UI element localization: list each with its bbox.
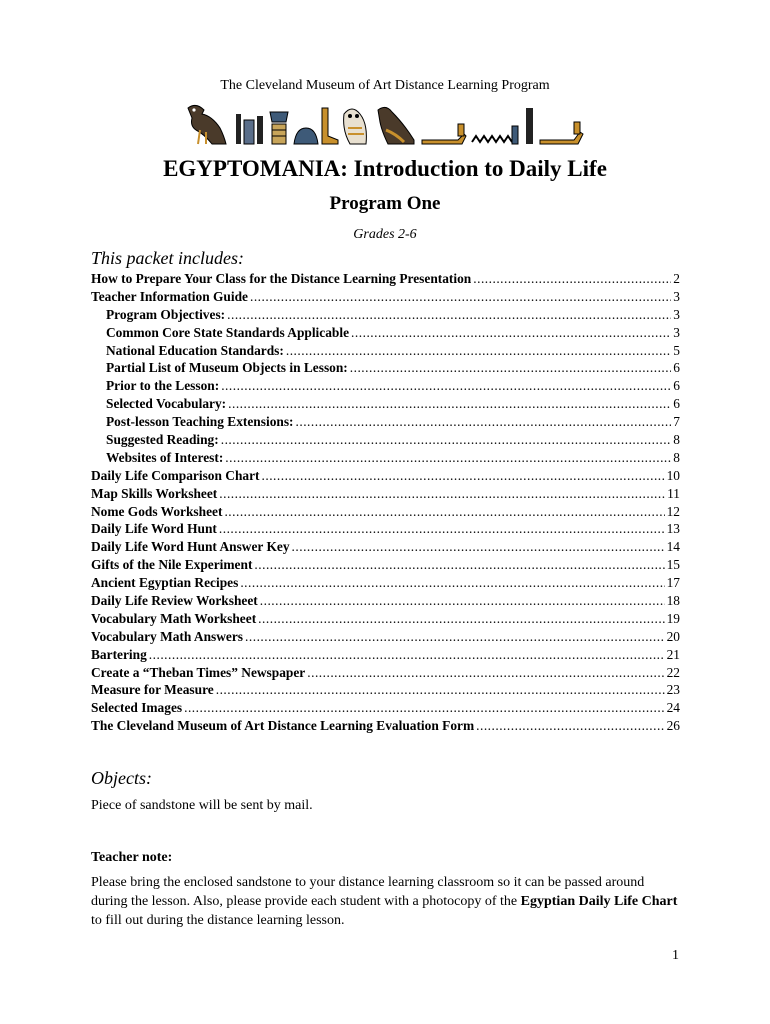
toc-item (91, 699, 680, 717)
toc-item-page: 22 (666, 664, 680, 680)
toc-dot-leader (254, 556, 664, 574)
toc-item-page: 19 (666, 610, 680, 626)
toc-dot-leader (307, 664, 664, 682)
toc-dot-leader (225, 449, 671, 467)
leg-glyph (322, 108, 338, 144)
toc-item-page: 3 (673, 306, 680, 322)
toc-dot-leader (219, 520, 665, 538)
toc-item (91, 342, 680, 360)
toc-item-label: Measure for Measure (91, 682, 214, 698)
toc-item-label: Daily Life Comparison Chart (91, 467, 260, 483)
objects-text: Piece of sandstone will be sent by mail. (91, 798, 313, 813)
loaf-glyph (294, 128, 318, 144)
toc-item (91, 324, 680, 342)
toc-dot-leader (260, 592, 665, 610)
toc-item-page: 5 (673, 342, 680, 358)
toc-dot-leader (228, 395, 671, 413)
toc-item-label: Program Objectives: (106, 306, 226, 322)
teacher-note-text (91, 873, 681, 930)
toc-item-page: 2 (673, 271, 680, 286)
toc-dot-leader (292, 538, 665, 556)
toc-item-page: 3 (673, 288, 680, 304)
toc-dot-leader (286, 342, 671, 360)
reed-glyph (236, 114, 263, 144)
toc-item-page: 8 (673, 449, 680, 465)
toc-item-label: Bartering (91, 646, 147, 662)
toc-item-page: 14 (666, 539, 680, 555)
toc-item (91, 717, 680, 735)
toc-item-label: Daily Life Word Hunt Answer Key (91, 539, 290, 555)
toc-item-label: National Education Standards: (106, 342, 284, 358)
toc-item-label: Daily Life Word Hunt (91, 521, 217, 537)
toc-item (91, 431, 680, 449)
toc-dot-leader (149, 646, 665, 664)
toc-item-label: Websites of Interest: (106, 449, 224, 465)
toc-item-page: 23 (666, 682, 680, 698)
toc-item-page: 20 (666, 628, 680, 644)
toc-item (91, 538, 680, 556)
toc-dot-leader (224, 503, 664, 521)
teacher-note-text-end: to fill out during the distance learning lesson. (91, 913, 345, 928)
toc-item-label: Gifts of the Nile Experiment (91, 557, 253, 573)
toc-item-page: 6 (673, 378, 680, 394)
program-subtitle: Program One (329, 193, 441, 214)
toc-dot-leader (221, 431, 672, 449)
stand-glyph (270, 112, 288, 144)
toc-item (91, 628, 680, 646)
toc-dot-leader (351, 324, 671, 342)
toc-item (91, 503, 680, 521)
toc-dot-leader (250, 288, 671, 306)
toc-dot-leader (216, 681, 665, 699)
toc-item-label: Ancient Egyptian Recipes (91, 575, 239, 591)
page-number: 1 (672, 948, 679, 963)
toc-item (91, 485, 680, 503)
toc-item (91, 288, 680, 306)
toc-item (91, 467, 680, 485)
toc-item-label: Vocabulary Math Worksheet (91, 610, 257, 626)
toc-item-label: Teacher Information Guide (91, 288, 248, 304)
toc-item-label: How to Prepare Your Class for the Distance Learning Presentation (91, 271, 472, 286)
toc-item-page: 10 (666, 467, 680, 483)
arm-glyph-2 (540, 122, 583, 144)
toc-item-label: Map Skills Worksheet (91, 485, 218, 501)
toc-dot-leader (227, 306, 671, 324)
toc-dot-leader (350, 359, 672, 377)
toc-item-page: 17 (666, 575, 680, 591)
toc-item (91, 449, 680, 467)
toc-item (91, 520, 680, 538)
toc-item (91, 377, 680, 395)
toc-item-page: 7 (673, 414, 680, 430)
teacher-note-text-start: Please bring the enclosed sandstone to your distance learning classroom so it can be passed around during the lesson. Also, please provide each student with a photocopy of the (91, 875, 645, 909)
toc-item (91, 556, 680, 574)
toc-item-page: 11 (667, 485, 680, 501)
toc-item (91, 359, 680, 377)
toc-dot-leader (473, 270, 671, 288)
toc-item (91, 646, 680, 664)
toc-dot-leader (219, 485, 665, 503)
toc-dot-leader (221, 377, 671, 395)
toc-item-label: The Cleveland Museum of Art Distance Learning Evaluation Form (91, 718, 475, 734)
staff-glyph (526, 108, 533, 144)
toc-item (91, 681, 680, 699)
toc-dot-leader (240, 574, 664, 592)
bird-glyph (378, 107, 414, 144)
toc-item (91, 395, 680, 413)
teacher-note-heading: Teacher note: (91, 850, 173, 865)
toc-item-page: 18 (666, 593, 680, 609)
toc-item-page: 24 (666, 700, 680, 716)
owl-glyph (344, 109, 367, 144)
toc-item-page: 6 (673, 360, 680, 376)
toc-item-page: 3 (673, 324, 680, 340)
toc-item (91, 574, 680, 592)
water-glyph (472, 126, 518, 144)
toc-item (91, 270, 680, 288)
toc-dot-leader (296, 413, 672, 431)
toc-item-label: Partial List of Museum Objects in Lesson: (106, 360, 348, 376)
document-title: EGYPTOMANIA: Introduction to Daily Life (163, 156, 607, 181)
toc-item-page: 12 (666, 503, 680, 519)
toc-item-page: 21 (666, 646, 680, 662)
objects-heading: Objects: (91, 768, 152, 788)
toc-item-page: 26 (666, 718, 680, 734)
toc-dot-leader (262, 467, 665, 485)
toc-item-page: 13 (666, 521, 680, 537)
toc-item-label: Suggested Reading: (106, 432, 219, 448)
toc-dot-leader (476, 717, 664, 735)
toc-item-page: 6 (673, 396, 680, 412)
teacher-note-emphasis: Egyptian Daily Life Chart (520, 894, 678, 909)
table-of-contents (91, 270, 680, 735)
toc-item-label: Daily Life Review Worksheet (91, 593, 258, 609)
program-header: The Cleveland Museum of Art Distance Learning Program (220, 78, 550, 93)
packet-heading: This packet includes: (91, 248, 244, 268)
toc-item-label: Selected Images (91, 700, 183, 716)
toc-item-label: Common Core State Standards Applicable (106, 324, 350, 340)
toc-dot-leader (258, 610, 664, 628)
toc-dot-leader (184, 699, 665, 717)
toc-item-label: Post-lesson Teaching Extensions: (106, 414, 294, 430)
hieroglyph-banner-image (182, 100, 587, 148)
vulture-glyph (188, 105, 226, 144)
toc-dot-leader (245, 628, 665, 646)
toc-item-page: 15 (666, 557, 680, 573)
grades-label: Grades 2-6 (353, 227, 417, 242)
arm-glyph (422, 124, 466, 144)
toc-item-page: 8 (673, 432, 680, 448)
toc-item-label: Prior to the Lesson: (106, 378, 220, 394)
toc-item (91, 664, 680, 682)
toc-item (91, 306, 680, 324)
toc-item-label: Selected Vocabulary: (106, 396, 227, 412)
toc-item (91, 413, 680, 431)
toc-item (91, 610, 680, 628)
toc-item (91, 592, 680, 610)
toc-item-label: Vocabulary Math Answers (91, 628, 244, 644)
toc-item-label: Create a “Theban Times” Newspaper (91, 664, 306, 680)
toc-item-label: Nome Gods Worksheet (91, 503, 223, 519)
